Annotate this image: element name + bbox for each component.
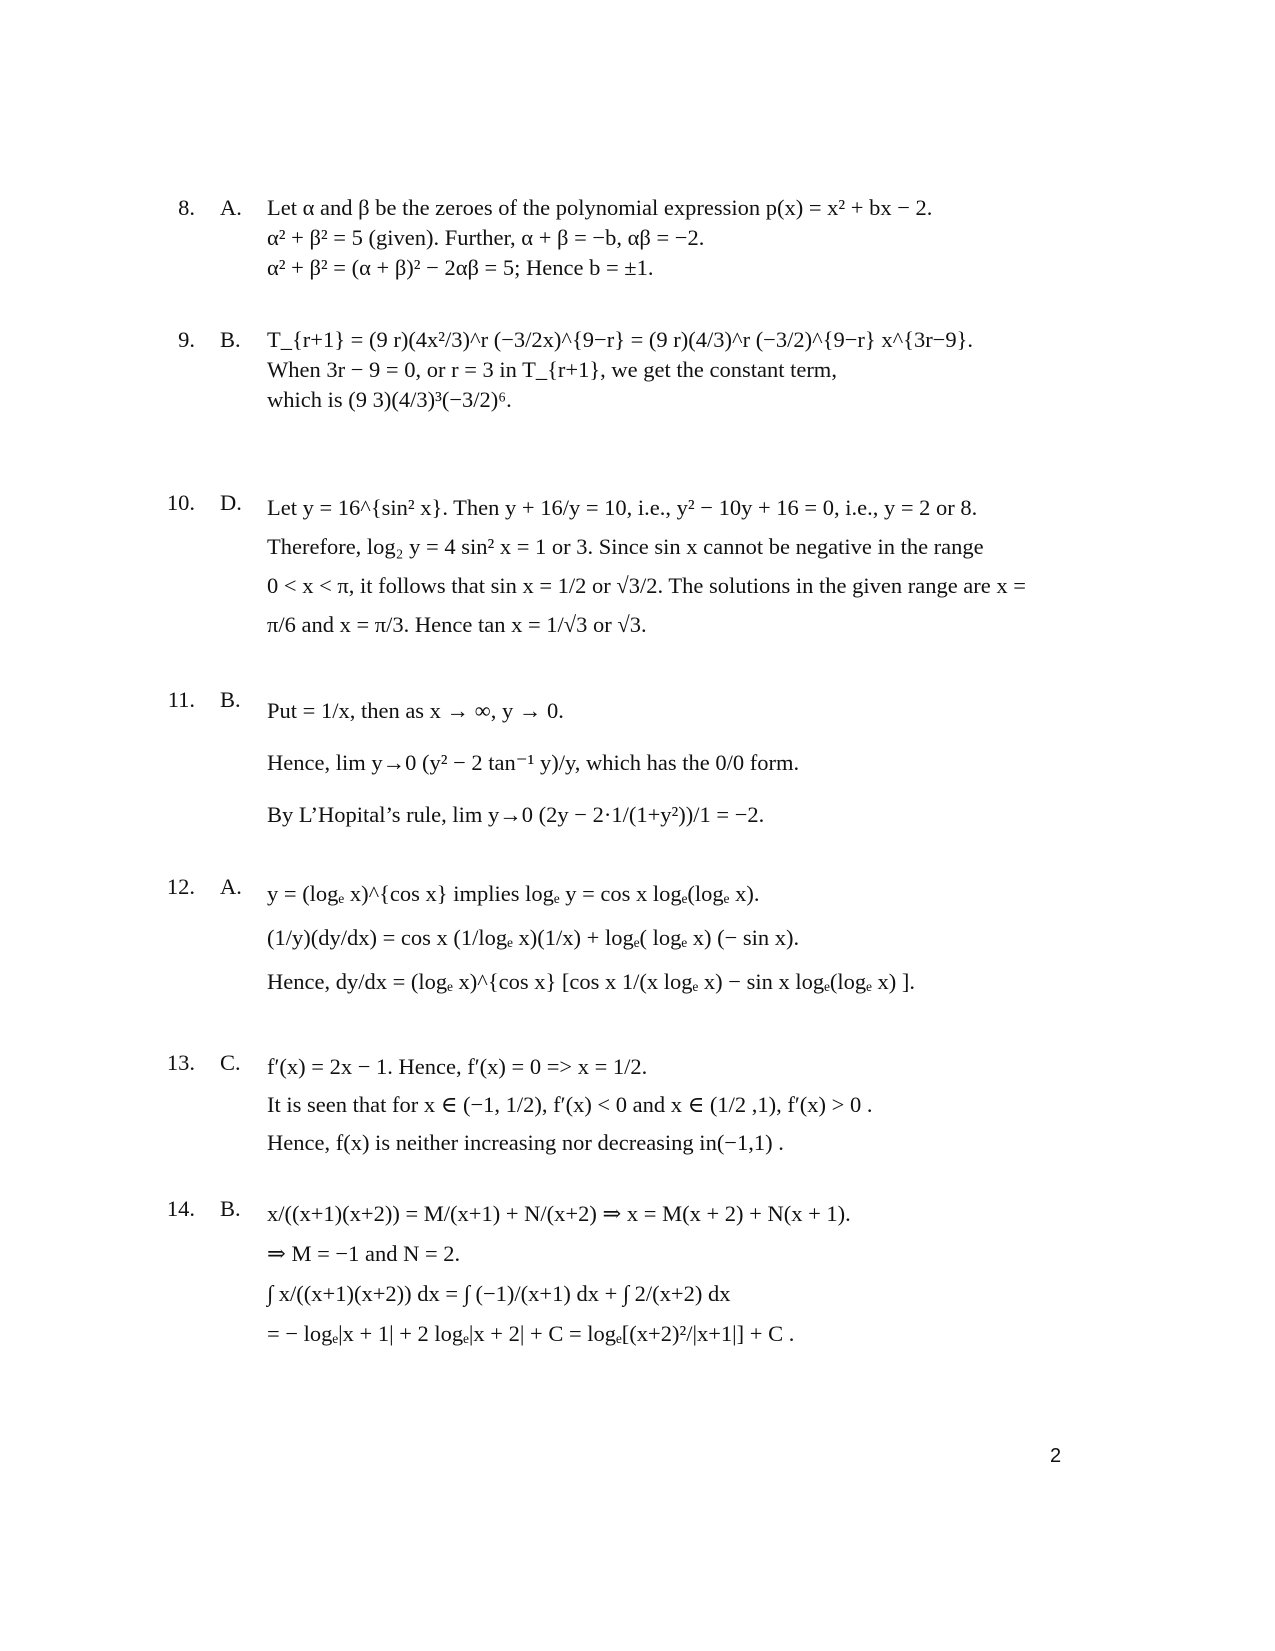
- solution-line: T_{r+1} = (9 r)(4x²/3)^r (−3/2x)^{9−r} = (9 r)(4/3)^r (−3/2)^{9−r} x^{3r−9}.: [267, 327, 974, 352]
- item-number: 11.: [167, 687, 195, 712]
- item-number: 8.: [178, 195, 195, 220]
- solution-line: ⇒ M = −1 and N = 2.: [267, 1241, 461, 1266]
- solution-line: π/6 and x = π/3. Hence tan x = 1/√3 or √3.: [267, 612, 647, 637]
- item-number: 12.: [166, 874, 195, 899]
- item-solution: [267, 1048, 1147, 1162]
- item-number: 13.: [166, 1050, 195, 1075]
- item-number: 10.: [166, 490, 195, 515]
- solution-line: which is (9 3)(4/3)³(−3/2)⁶.: [267, 387, 512, 412]
- solution-line: Let α and β be the zeroes of the polynomial expression p(x) = x² + bx − 2.: [267, 195, 933, 220]
- solution-line: By L’Hopital’s rule, lim y→0 (2y − 2·1/(1+y²))/1 = −2.: [267, 802, 765, 827]
- item-solution: [267, 685, 1147, 841]
- item-answer: B.: [220, 1196, 241, 1221]
- solution-line: Put = 1/x, then as x → ∞, y → 0.: [267, 698, 564, 723]
- solution-line: α² + β² = 5 (given). Further, α + β = −b, αβ = −2.: [267, 225, 705, 250]
- item-solution: [267, 325, 1147, 415]
- solution-line: (1/y)(dy/dx) = cos x (1/logₑ x)(1/x) + logₑ( logₑ x) (− sin x).: [267, 925, 800, 950]
- item-answer: C.: [220, 1050, 241, 1075]
- solution-line: f′(x) = 2x − 1. Hence, f′(x) = 0 => x = 1/2.: [267, 1054, 648, 1079]
- item-answer: A.: [220, 195, 242, 220]
- item-solution: [267, 193, 1147, 283]
- solution-line: ∫ x/((x+1)(x+2)) dx = ∫ (−1)/(x+1) dx + ∫ 2/(x+2) dx: [267, 1281, 731, 1306]
- item-answer: A.: [220, 874, 242, 899]
- item-number: 9.: [178, 327, 195, 352]
- item-answer: B.: [220, 687, 241, 712]
- solution-line: x/((x+1)(x+2)) = M/(x+1) + N/(x+2) ⇒ x = M(x + 2) + N(x + 1).: [267, 1201, 851, 1226]
- solution-line: Hence, dy/dx = (logₑ x)^{cos x} [cos x 1/(x logₑ x) − sin x logₑ(logₑ x) ].: [267, 969, 916, 994]
- solution-line: Hence, f(x) is neither increasing nor decreasing in(−1,1) .: [267, 1130, 784, 1155]
- solution-line: Hence, lim y→0 (y² − 2 tan⁻¹ y)/y, which has the 0/0 form.: [267, 750, 800, 775]
- item-solution: [267, 1194, 1147, 1354]
- solution-line: = − logₑ|x + 1| + 2 logₑ|x + 2| + C = logₑ[(x+2)²/|x+1|] + C .: [267, 1321, 795, 1346]
- item-answer: B.: [220, 327, 241, 352]
- item-number: 14.: [166, 1196, 195, 1221]
- solution-line: α² + β² = (α + β)² − 2αβ = 5; Hence b = ±1.: [267, 255, 654, 280]
- solution-line: Let y = 16^{sin² x}. Then y + 16/y = 10, i.e., y² − 10y + 16 = 0, i.e., y = 2 or 8.: [267, 495, 978, 520]
- solution-line: When 3r − 9 = 0, or r = 3 in T_{r+1}, we get the constant term,: [267, 357, 837, 382]
- item-answer: D.: [220, 490, 242, 515]
- item-solution: [267, 872, 1147, 1004]
- solution-line: It is seen that for x ∈ (−1, 1/2), f′(x) < 0 and x ∈ (1/2 ,1), f′(x) > 0 .: [267, 1092, 873, 1117]
- page-number: 2: [1050, 1445, 1062, 1467]
- solution-line: Therefore, log₂ y = 4 sin² x = 1 or 3. Since sin x cannot be negative in the range: [267, 534, 984, 559]
- solution-line: y = (logₑ x)^{cos x} implies logₑ y = cos x logₑ(logₑ x).: [267, 881, 760, 906]
- item-solution: [267, 488, 1147, 644]
- solution-line: 0 < x < π, it follows that sin x = 1/2 or √3/2. The solutions in the given range are x =: [267, 573, 1026, 598]
